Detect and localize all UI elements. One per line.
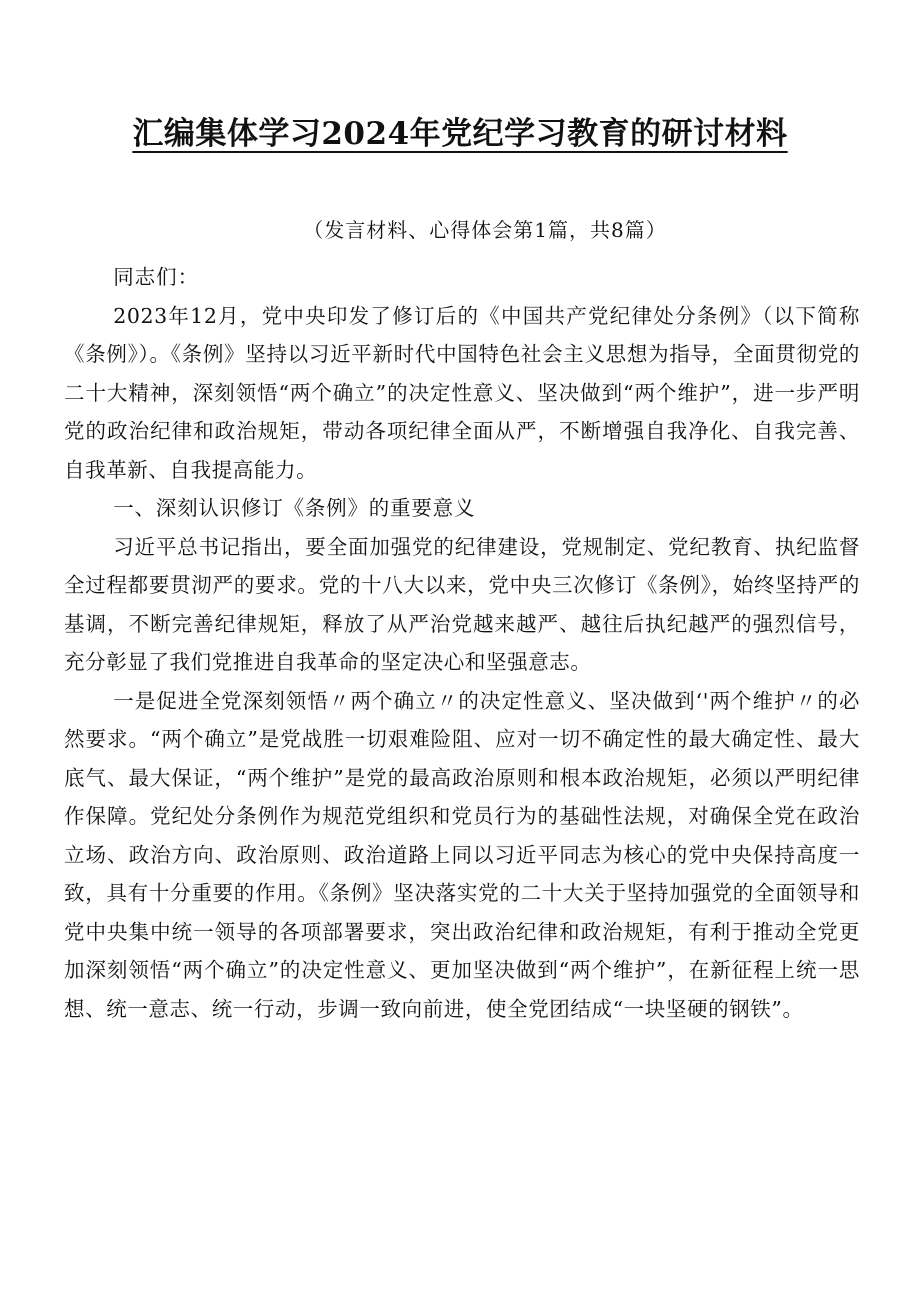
salutation: 同志们：	[113, 265, 200, 289]
document-title-text: 汇编集体学习2024年党纪学习教育的研讨材料	[132, 116, 788, 152]
document-subtitle: （发言材料、心得体会第1篇，共8篇）	[303, 218, 667, 242]
document-title	[0, 112, 920, 156]
paragraph-point-one: 一是促进全党深刻领悟〃两个确立〃的决定性意义、坚决做到‘'两个维护〃的必然要求。“两个确立”是党战胜一切艰难险阻、应对一切不确定性的最大确定性、最大底气、最大保证，“两个维护”是党的最高政治原则和根本政治规矩，必须以严明纪律作保障。党纪处分条例作为规范党组织和党员行为的基础性法规，对确保全党在政治立场、政治方向、政治原则、政治道路上同以习近平同志为核心的党中央保持高度一致，具有十分重要的作用。《条例》坚决落实党的二十大关于坚持加强党的全面领导和党中央集中统一领导的各项部署要求，突出政治纪律和政治规矩，有利于推动全党更加深刻领悟“两个确立”的决定性意义、更加坚决做到“两个维护”，在新征程上统一思想、统一意志、统一行动，步调一致向前进，使全党团结成“一块坚硬的钢铁”。	[64, 688, 860, 1021]
paragraph-significance: 习近平总书记指出，要全面加强党的纪律建设，党规制定、党纪教育、执纪监督全过程都要贯沏严的要求。党的十八大以来，党中央三次修订《条例》，始终坚持严的基调，不断完善纪律规矩，释放了从严治党越来越严、越往后执纪越严的强烈信号，充分彰显了我们党推进自我革命的坚定决心和坚强意志。	[64, 534, 860, 674]
document-body	[64, 258, 860, 1028]
paragraph-intro: 2023年12月，党中央印发了修订后的《中国共产党纪律处分条例》（以下简称《条例》）。《条例》坚持以习近平新时代中国特色社会主义思想为指导，全面贯彻党的二十大精神，深刻领悟“两个确立”的决定性意义、坚决做到“两个维护”，进一步严明党的政治纪律和政治规矩，带动各项纪律全面从严，不断增强自我净化、自我完善、自我革新、自我提高能力。	[64, 303, 860, 482]
section-heading: 一、深刻认识修订《条例》的重要意义	[113, 496, 476, 520]
